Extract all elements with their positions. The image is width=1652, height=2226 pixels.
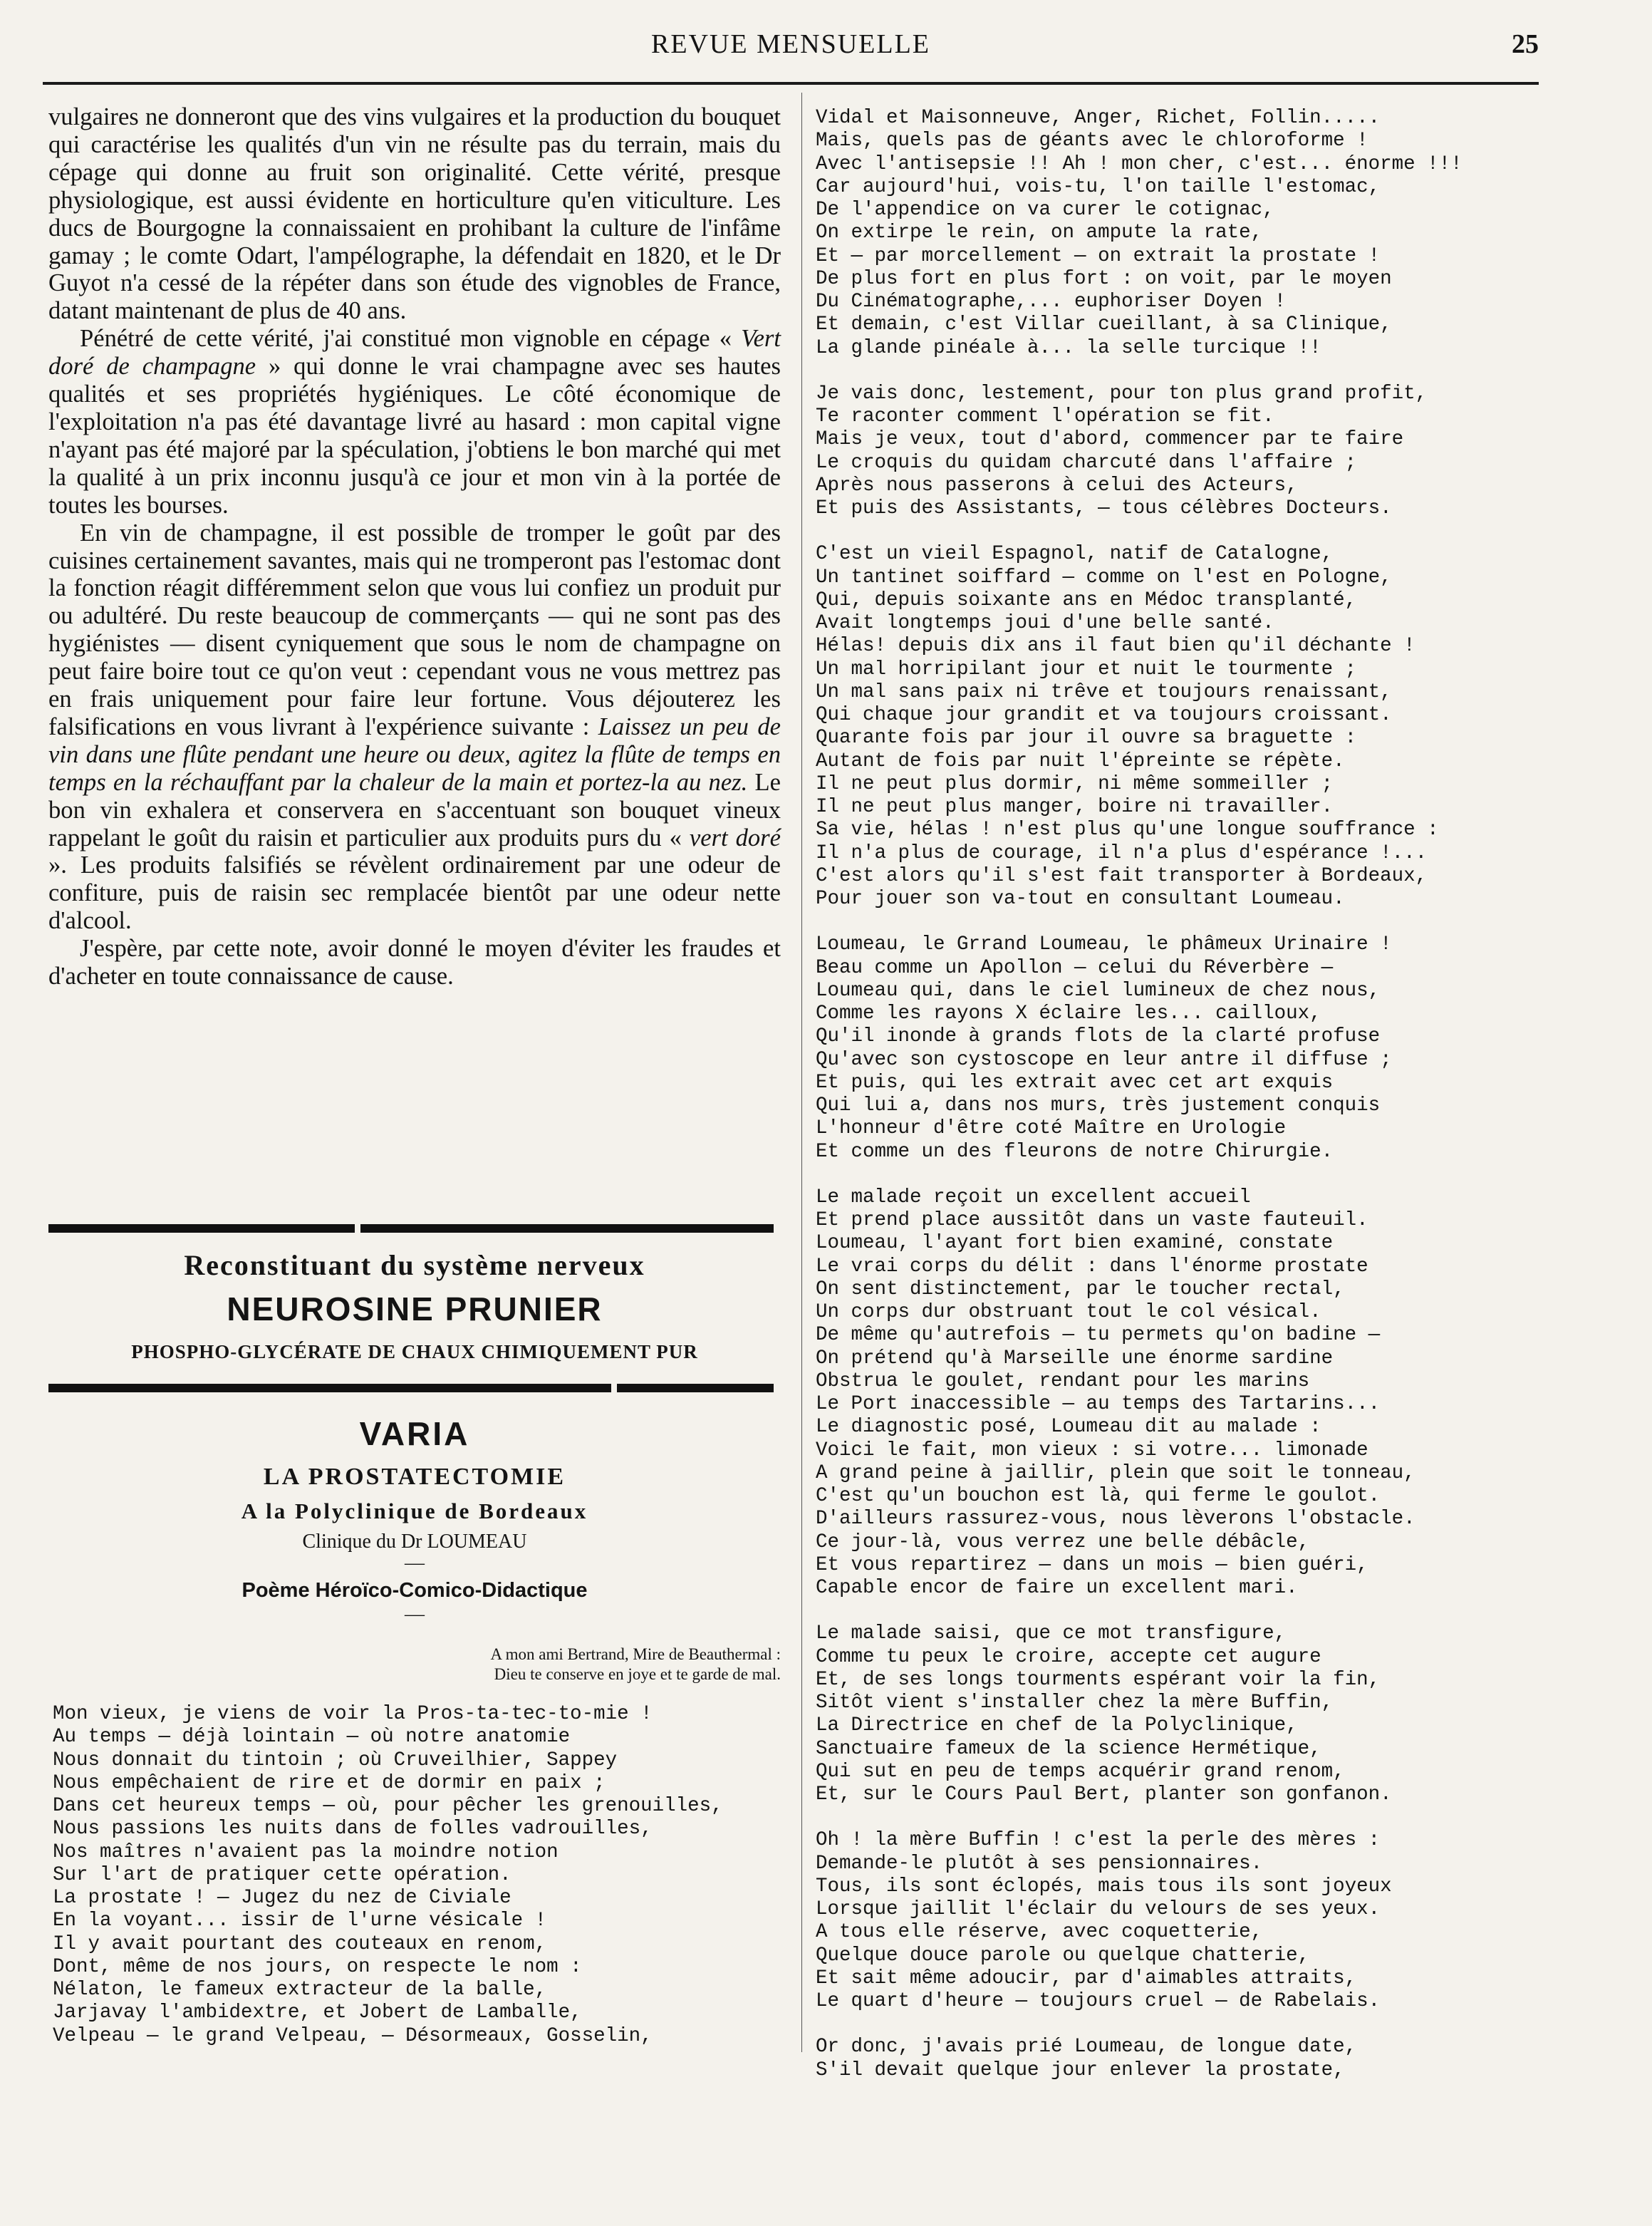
stanza [816, 1186, 1549, 1600]
page-header [43, 26, 1539, 61]
verse-line: De plus fort en plus fort : on voit, par le moyen [816, 267, 1392, 290]
verse-line: Mon vieux, je viens de voir la Pros-ta-tec-to-mie ! [53, 1703, 653, 1725]
verse-line: En la voyant... issir de l'urne vésicale ! [53, 1910, 547, 1932]
ad-top-rule [48, 1224, 781, 1233]
verse-line: Mais, quels pas de géants avec le chloroforme ! [816, 130, 1368, 152]
verse-line: Nous donnait du tintoin ; où Cruveilhier, Sappey [53, 1749, 618, 1771]
verse-line: Velpeau — le grand Velpeau, — Désormeaux, Gosselin, [53, 2024, 653, 2047]
verse-line: De l'appendice on va curer le cotignac, [816, 199, 1274, 221]
verse-line: Un mal horripilant jour et nuit le tourmente ; [816, 658, 1357, 680]
verse-line: Or donc, j'avais prié Loumeau, de longue date, [816, 2036, 1357, 2059]
verse-line: Voici le fait, mon vieux : si votre... limonade [816, 1439, 1368, 1461]
verse-line: Qui chaque jour grandit et va toujours croissant. [816, 704, 1392, 726]
verse-line: On prétend qu'à Marseille une énorme sardine [816, 1347, 1334, 1370]
verse-line: Ce jour-là, vous verrez une belle débâcle, [816, 1531, 1310, 1553]
verse-line: Demande-le plutôt à ses pensionnaires. [816, 1852, 1263, 1875]
verse-line: Avait longtemps joui d'une belle santé. [816, 612, 1274, 634]
column-divider [801, 93, 802, 2052]
verse-line: On extirpe le rein, on ampute la rate, [816, 222, 1263, 244]
verse-line: Qui, depuis soixante ans en Médoc transplanté, [816, 589, 1357, 611]
verse-line: Il n'a plus de courage, il n'a plus d'espérance !... [816, 842, 1428, 864]
verse-line: Le croquis du quidam charcuté dans l'affaire ; [816, 451, 1357, 474]
verse-line: De même qu'autrefois — tu permets qu'on badine — [816, 1324, 1381, 1347]
ad-product-name: NEUROSINE PRUNIER [227, 1290, 603, 1327]
verse-line: Je vais donc, lestement, pour ton plus grand profit, [816, 382, 1428, 405]
dedication: A mon ami Bertrand, Mire de Beauthermal : Dieu te conserve en joye et te garde de mal. [490, 1645, 781, 1683]
poem-left-column [53, 1703, 786, 2048]
verse-line: Après nous passerons à celui des Acteurs, [816, 474, 1298, 497]
verse-line: Nous passions les nuits dans de folles vadrouilles, [53, 1818, 653, 1841]
verse-line: Et, sur le Cours Paul Bert, planter son gonfanon. [816, 1784, 1392, 1806]
clinic-line: Clinique du Dr LOUMEAU [302, 1531, 527, 1553]
poem-title: LA PROSTATECTOMIE [263, 1464, 566, 1490]
verse-line: Comme tu peux le croire, accepte cet augure [816, 1645, 1321, 1668]
verse-line: Un tantinet soiffard — comme on l'est en Pologne, [816, 566, 1392, 589]
verse-line: Avec l'antisepsie !! Ah ! mon cher, c'est... énorme !!! [816, 152, 1463, 175]
verse-line: C'est qu'un bouchon est là, qui ferme le goulot. [816, 1485, 1381, 1507]
section-heading: VARIA [359, 1415, 470, 1452]
paragraph: vulgaires ne donneront que des vins vulgaires et la production du bouquet qui caractérise les qualités d'un vin ne résulte pas du terrain, mais du cépage qui donne au fruit son originalité. Cette vérité, presque physiologique, est aussi évidente en horticulture qu'en viticulture. Les ducs de Bourgogne la connaissaient en prohibant la culture de l'infâme gamay ; le comte Odart, l'ampélographe, la défendait en 1820, et le Dr Guyot n'a cessé de la répéter dans son étude des vignobles de France, datant maintenant de plus de 40 ans. [48, 103, 781, 325]
verse-line: Quarante fois par jour il ouvre sa braguette : [816, 727, 1357, 750]
verse-line: Qu'il inonde à grands flots de la clarté profuse [816, 1025, 1381, 1048]
poem-subtitle: A la Polyclinique de Bordeaux [241, 1498, 588, 1523]
stanza [816, 2036, 1549, 2082]
verse-line: Nous empêchaient de rire et de dormir en paix ; [53, 1771, 606, 1794]
ad-bottom-rule [48, 1384, 781, 1392]
paragraph: En vin de champagne, il est possible de tromper le goût par des cuisines certainement savantes, mais qui ne tromperont pas l'estomac dont la fonction réagit différemment selon que vous lui confiez un produit pur ou adultéré. Du reste beaucoup de commerçants — qui ne sont pas des hygiénistes — disent cyniquement que sous le nom de champagne on peut faire boire tout ce qu'on veut : cependant vous ne vous mettrez pas en frais uniquement pour faire leur fortune. Vous déjouterez les falsifications en vous livrant à l'expérience suivante : Laissez un peu de vin dans une flûte pendant une heure ou deux, agitez la flûte de temps en temps en la réchauffant par la chaleur de la main et portez-la au nez. Le bon vin exhalera et conservera en s'accentuant son bouquet vineux rappelant le goût du raisin et particulier aux produits purs du « vert doré ». Les produits falsifiés se révèlent ordinairement par une odeur de confiture, puis de raisin sec remplacée bientôt par une odeur nette d'alcool. [48, 519, 781, 935]
poem-right-column [816, 107, 1549, 2105]
verse-line: Oh ! la mère Buffin ! c'est la perle des mères : [816, 1829, 1381, 1852]
verse-line: Au temps — déjà lointain — où notre anatomie [53, 1726, 571, 1749]
verse-line: Qui sut en peu de temps acquérir grand renom, [816, 1760, 1345, 1783]
verse-line: Nos maîtres n'avaient pas la moindre notion [53, 1841, 559, 1863]
stanza [816, 543, 1549, 911]
article-text [48, 103, 781, 990]
verse-line: La glande pinéale à... la selle turcique !! [816, 336, 1321, 359]
verse-line: Tous, ils sont éclopés, mais tous ils sont joyeux [816, 1875, 1392, 1898]
stanza [816, 1829, 1549, 2013]
verse-line: Et vous repartirez — dans un mois — bien guéri, [816, 1553, 1368, 1576]
separator-dash: — [405, 1552, 425, 1574]
journal-title: REVUE MENSUELLE [650, 29, 931, 59]
ad-description: PHOSPHO-GLYCÉRATE DE CHAUX CHIMIQUEMENT PUR [131, 1341, 698, 1362]
verse-line: Hélas! depuis dix ans il faut bien qu'il déchante ! [816, 635, 1415, 658]
poem-genre: Poème Héroïco-Comico-Didactique [241, 1579, 588, 1602]
verse-line: Loumeau, l'ayant fort bien examiné, constate [816, 1232, 1334, 1255]
verse-line: Il y avait pourtant des couteaux en renom, [53, 1932, 547, 1955]
verse-line: Sitôt vient s'installer chez la mère Buffin, [816, 1692, 1334, 1714]
separator-dash: — [405, 1603, 425, 1625]
verse-line: Beau comme un Apollon — celui du Réverbère — [816, 956, 1334, 979]
verse-line: Quelque douce parole ou quelque chatterie, [816, 1944, 1310, 1967]
verse-line: Mais je veux, tout d'abord, commencer par te faire [816, 428, 1404, 451]
stanza [816, 383, 1549, 521]
verse-line: La prostate ! — Jugez du nez de Civiale [53, 1887, 511, 1909]
verse-line: L'honneur d'être coté Maître en Urologie [816, 1117, 1287, 1140]
verse-line: Loumeau qui, dans le ciel lumineux de chez nous, [816, 979, 1381, 1002]
verse-line: Un mal sans paix ni trêve et toujours renaissant, [816, 680, 1392, 703]
verse-line: Et puis, qui les extrait avec cet art exquis [816, 1071, 1334, 1094]
verse-line: La Directrice en chef de la Polyclinique, [816, 1714, 1298, 1737]
verse-line: Sa vie, hélas ! n'est plus qu'une longue souffrance : [816, 819, 1439, 842]
verse-line: Te raconter comment l'opération se fit. [816, 405, 1274, 428]
verse-line: Le malade saisi, que ce mot transfigure, [816, 1622, 1287, 1645]
verse-line: Et, de ses longs tourments espérant voir la fin, [816, 1668, 1381, 1691]
verse-line: Autant de fois par nuit l'épreinte se répète. [816, 750, 1345, 772]
verse-line: D'ailleurs rassurez-vous, nous lèverons l'obstacle. [816, 1508, 1415, 1531]
verse-line: C'est un vieil Espagnol, natif de Catalogne, [816, 543, 1334, 566]
verse-line: Nélaton, le fameux extracteur de la balle, [53, 1979, 547, 2001]
verse-line: Dont, même de nos jours, on respecte le nom : [53, 1955, 582, 1978]
verse-line: Lorsque jaillit l'éclair du velours de ses yeux. [816, 1898, 1381, 1920]
verse-line: Un corps dur obstruant tout le col vésical. [816, 1301, 1321, 1323]
paragraph: J'espère, par cette note, avoir donné le moyen d'éviter les fraudes et d'acheter en toute connaissance de cause. [48, 935, 781, 990]
verse-line: Il ne peut plus dormir, ni même sommeiller ; [816, 772, 1334, 795]
paragraph: Pénétré de cette vérité, j'ai constitué mon vignoble en cépage « Vert doré de champagne » qui donne le vrai champagne avec ses hautes qualités et ses propriétés hygiéniques. Le côté économique de l'exploitation n'a pas été davantage livré au hasard : mon capital vigne n'ayant pas été majoré par la spéculation, j'obtiens le bon marché qui met la qualité à un prix inconnu jusqu'à ce jour et mon vin à la portée de toutes les bourses. [48, 325, 781, 519]
verse-line: Vidal et Maisonneuve, Anger, Richet, Follin..... [816, 107, 1381, 129]
verse-line: Le vrai corps du délit : dans l'énorme prostate [816, 1255, 1368, 1278]
verse-line: Et — par morcellement — on extrait la prostate ! [816, 244, 1381, 267]
verse-line: Du Cinématographe,... euphoriser Doyen ! [816, 291, 1287, 313]
verse-line: A tous elle réserve, avec coquetterie, [816, 1921, 1263, 1944]
verse-line: Et puis des Assistants, — tous célèbres Docteurs. [816, 497, 1392, 519]
verse-line: Pour jouer son va-tout en consultant Loumeau. [816, 888, 1345, 910]
verse-line: Sanctuaire fameux de la science Hermétique, [816, 1737, 1321, 1760]
ad-tagline: Reconstituant du système nerveux [184, 1249, 645, 1281]
verse-line: Qui lui a, dans nos murs, très justement conquis [816, 1094, 1381, 1117]
verse-line: Jarjavay l'ambidextre, et Jobert de Lamballe, [53, 2002, 582, 2024]
verse-line: A grand peine à jaillir, plein que soit le tonneau, [816, 1461, 1415, 1484]
verse-line: C'est alors qu'il s'est fait transporter à Bordeaux, [816, 864, 1428, 887]
verse-line: Et demain, c'est Villar cueillant, à sa Clinique, [816, 314, 1392, 336]
verse-line: S'il devait quelque jour enlever la prostate, [816, 2059, 1345, 2081]
verse-line: Dans cet heureux temps — où, pour pêcher les grenouilles, [53, 1795, 723, 1817]
verse-line: Qu'avec son cystoscope en leur antre il diffuse ; [816, 1048, 1392, 1071]
stanza [816, 107, 1549, 360]
verse-line: On sent distinctement, par le toucher rectal, [816, 1278, 1345, 1300]
stanza [816, 933, 1549, 1164]
verse-line: Et prend place aussitôt dans un vaste fauteuil. [816, 1209, 1368, 1231]
stanza [816, 1622, 1549, 1806]
verse-line: Et comme un des fleurons de notre Chirurgie. [816, 1140, 1334, 1163]
verse-line: Car aujourd'hui, vois-tu, l'on taille l'estomac, [816, 175, 1381, 198]
page-number: 25 [1512, 29, 1539, 59]
header-rule [43, 82, 1539, 85]
verse-line: Comme les rayons X éclaire les... cailloux, [816, 1003, 1321, 1025]
verse-line: Obstrua le goulet, rendant pour les marins [816, 1370, 1310, 1392]
verse-line: Et sait même adoucir, par d'aimables attraits, [816, 1967, 1357, 1989]
verse-line: Il ne peut plus manger, boire ni travailler. [816, 796, 1334, 818]
verse-line: Sur l'art de pratiquer cette opération. [53, 1863, 511, 1886]
verse-line: Loumeau, le Grrand Loumeau, le phâmeux Urinaire ! [816, 933, 1392, 956]
verse-line: Capable encor de faire un excellent mari. [816, 1577, 1298, 1599]
verse-line: Le diagnostic posé, Loumeau dit au malade : [816, 1416, 1321, 1439]
verse-line: Le quart d'heure — toujours cruel — de Rabelais. [816, 1990, 1381, 2012]
verse-line: Le Port inaccessible — au temps des Tartarins... [816, 1393, 1381, 1415]
verse-line: Le malade reçoit un excellent accueil [816, 1186, 1251, 1208]
